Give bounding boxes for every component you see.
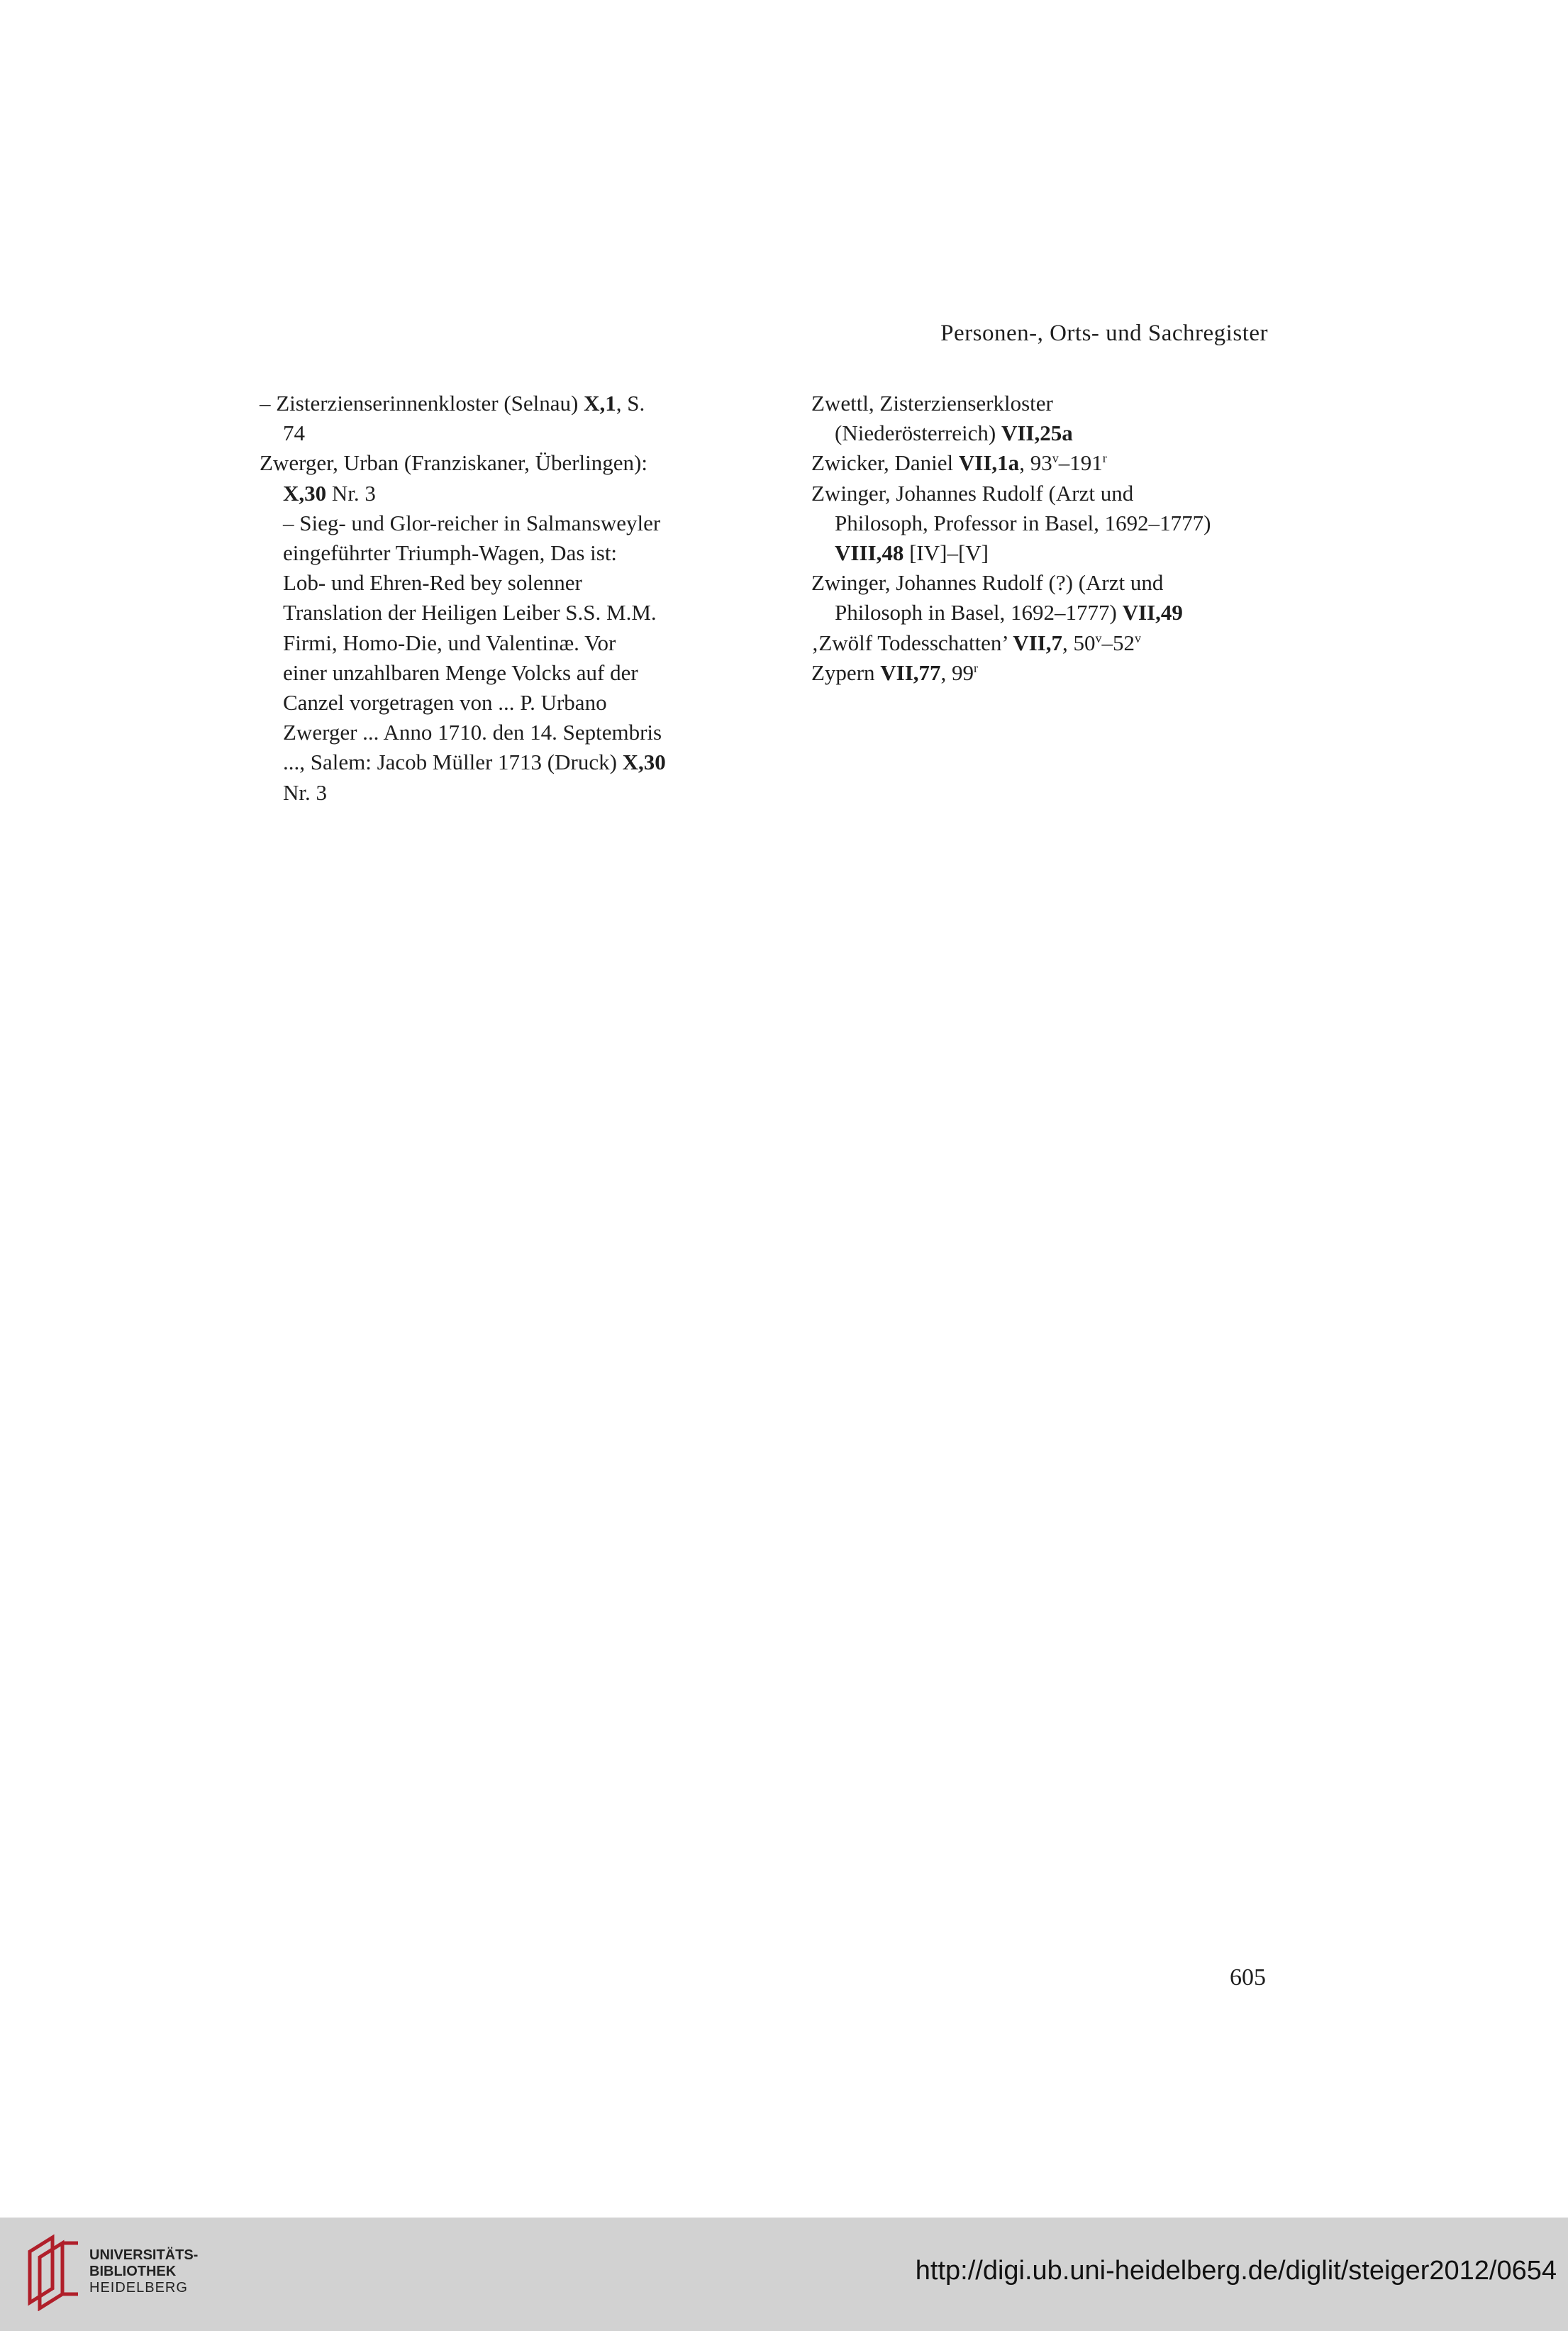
index-entry [811, 658, 1279, 688]
index-entry [811, 448, 1279, 478]
folio-side: v [1052, 451, 1059, 466]
entry-text: Philosoph in Basel, 1692–1777) [835, 600, 1117, 625]
footer-bar [0, 2218, 1568, 2331]
index-line: Firmi, Homo-Die, und Valentinæ. Vor [283, 630, 616, 655]
volume-ref: X,30 [622, 750, 666, 775]
index-line: – Sieg- und Glor-reicher in Salmansweyler [283, 510, 661, 535]
index-entry [260, 448, 728, 508]
volume-ref: VII,25a [1001, 421, 1073, 446]
folio-ref: –52 [1101, 630, 1135, 655]
index-entry [811, 568, 1279, 628]
entry-text: Zwicker, Daniel [811, 450, 954, 476]
entry-text: [IV]–[V] [903, 540, 989, 566]
source-url[interactable]: http://digi.ub.uni-heidelberg.de/diglit/steiger2012/0654 [915, 2256, 1557, 2286]
page-number: 605 [1230, 1964, 1266, 1991]
entry-text: ‚Zwölf Todesschatten’ [811, 630, 1008, 655]
wordmark-line: HEIDELBERG [89, 2280, 188, 2296]
index-line: Zwerger ... Anno 1710. den 14. Septembris [283, 720, 662, 745]
index-entry [260, 389, 728, 448]
entry-text: , S. [616, 391, 645, 416]
index-line: Zwinger, Johannes Rudolf (?) (Arzt und [811, 570, 1164, 596]
volume-ref: X,1 [584, 391, 616, 416]
index-entry [811, 628, 1279, 658]
index-line: einer unzahlbaren Menge Volcks auf der [283, 660, 638, 685]
folio-ref: , 99 [940, 660, 974, 685]
index-line [283, 479, 728, 508]
wordmark-line: BIBLIOTHEK [89, 2264, 177, 2279]
index-line: Zwerger, Urban (Franziskaner, Überlingen): [260, 450, 647, 476]
index-subentry [260, 508, 728, 808]
index-entry [811, 479, 1279, 569]
volume-ref: VII,77 [880, 660, 941, 685]
folio-ref: , 93 [1019, 450, 1052, 476]
index-line [260, 389, 728, 418]
index-line [835, 538, 1279, 568]
folio-side: v [1095, 630, 1102, 645]
entry-text: – Zisterzienserinnenkloster (Selnau) [260, 391, 579, 416]
folio-side: v [1134, 630, 1141, 645]
entry-text: Zypern [811, 660, 875, 685]
index-line: Canzel vorgetragen von ... P. Urbano [283, 690, 607, 716]
volume-ref: VIII,48 [835, 540, 904, 566]
index-line: Zwinger, Johannes Rudolf (Arzt und [811, 480, 1134, 506]
index-line: Nr. 3 [283, 779, 327, 805]
index-line: Zwettl, Zisterzienserkloster [811, 391, 1053, 416]
folio-ref: –191 [1058, 450, 1103, 476]
index-line [835, 598, 1279, 628]
index-line: 74 [283, 421, 305, 446]
volume-ref: VII,49 [1122, 600, 1183, 625]
wordmark-line: UNIVERSITÄTS- [89, 2247, 199, 2263]
index-line [283, 747, 728, 777]
folio-side: r [1102, 451, 1107, 466]
library-wordmark [89, 2247, 198, 2296]
entry-text: (Niederösterreich) [835, 421, 996, 446]
index-line: Philosoph, Professor in Basel, 1692–1777) [835, 510, 1211, 535]
entry-text: Nr. 3 [326, 480, 376, 506]
index-column-right [811, 389, 1279, 688]
index-line [835, 418, 1279, 448]
library-logo-icon [24, 2233, 82, 2311]
running-title: Personen-, Orts- und Sachregister [940, 321, 1268, 346]
volume-ref: VII,1a [958, 450, 1020, 476]
index-entry [811, 389, 1279, 448]
folio-side: r [974, 660, 979, 675]
entry-text: ..., Salem: Jacob Müller 1713 (Druck) [283, 750, 617, 775]
index-column-left [260, 389, 728, 808]
volume-ref: X,30 [283, 480, 327, 506]
volume-ref: VII,7 [1013, 630, 1062, 655]
index-line: eingeführter Triumph-Wagen, Das ist: [283, 540, 618, 566]
folio-ref: , 50 [1062, 630, 1096, 655]
index-line: Lob- und Ehren-Red bey solenner [283, 570, 582, 596]
index-line: Translation der Heiligen Leiber S.S. M.M. [283, 600, 657, 625]
